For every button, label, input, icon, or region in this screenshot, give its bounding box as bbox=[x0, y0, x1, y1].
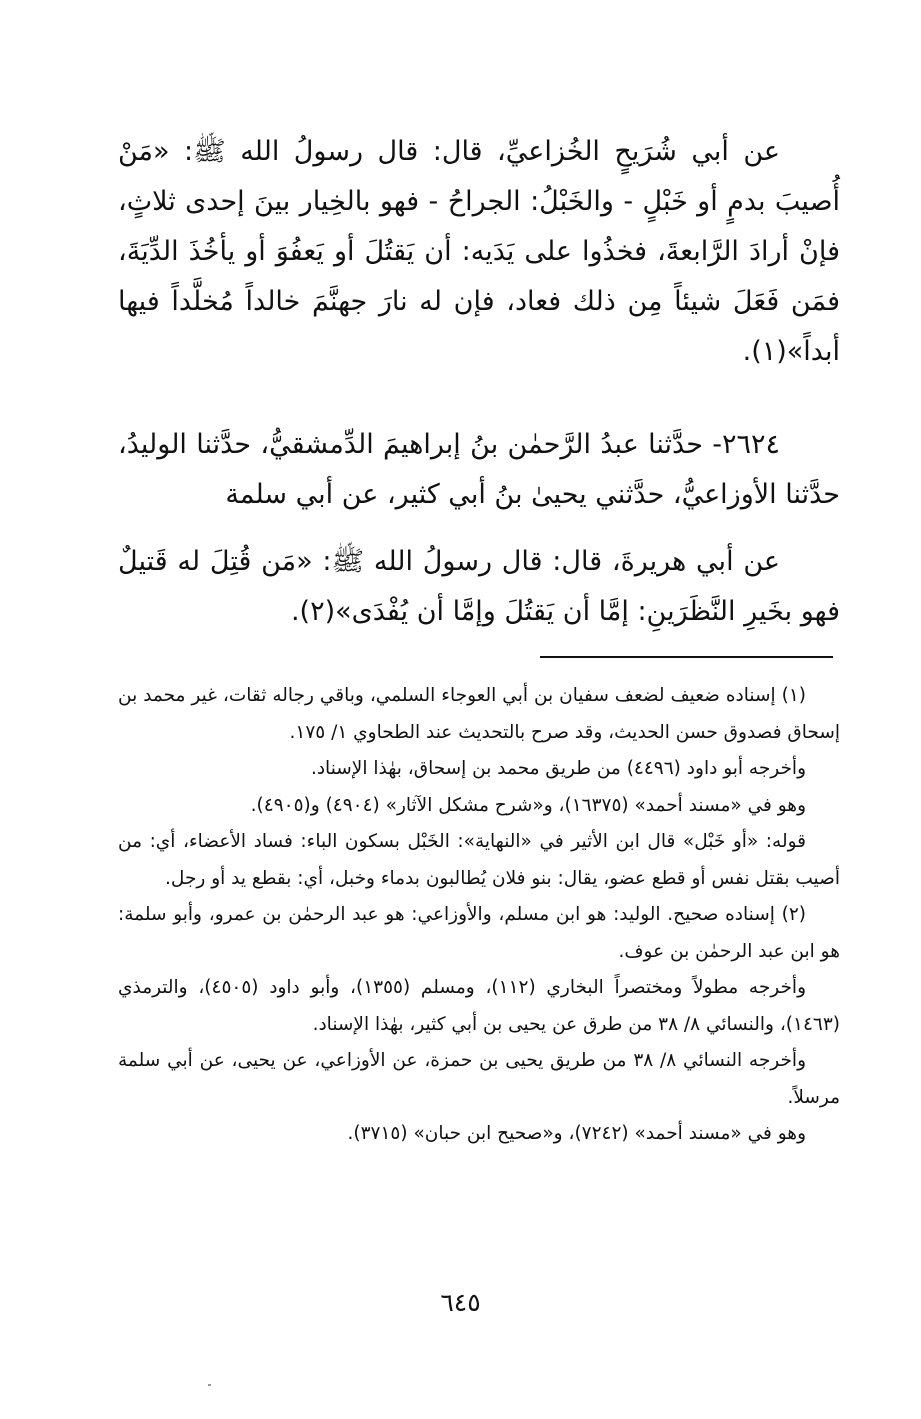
footnote-1-takhrij: وأخرجه أبو داود (٤٤٩٦) من طريق محمد بن إسحاق، بهٰذا الإسناد. bbox=[310, 758, 806, 779]
footnote-2-mursal: وأخرجه النسائي ٨/ ٣٨ من طريق يحيى بن حمزة، عن الأوزاعي، عن يحيى، عن أبي سلمة مرسلاً. bbox=[118, 1050, 840, 1108]
footnote-separator bbox=[540, 656, 833, 658]
print-speck bbox=[208, 1384, 211, 1386]
footnotes-section bbox=[118, 678, 840, 1153]
footnote-2-grading: (٢) إسناده صحيح. الوليد: هو ابن مسلم، والأوزاعي: هو عبد الرحمٰن بن عمرو، وأبو سلمة: هو ابن عبد الرحمٰن بن عوف. bbox=[118, 904, 840, 962]
hadith-text-2624-chain: ٢٦٢٤- حدَّثنا عبدُ الرَّحمٰن بنُ إبراهيمَ الدِّمشقيُّ، حدَّثنا الوليدُ، حدَّثنا الأوزاعيُّ، حدَّثني يحيىٰ بنُ أبي كثير، عن أبي سلمة bbox=[118, 429, 840, 510]
footnote-2-references: وهو في «مسند أحمد» (٧٢٤٢)، و«صحيح ابن حبان» (٣٧١٥). bbox=[347, 1123, 806, 1144]
footnote-2-takhrij: وأخرجه مطولاً ومختصراً البخاري (١١٢)، ومسلم (١٣٥٥)، وأبو داود (٤٥٠٥)، والترمذي (١٤٦٣)، والنسائي ٨/ ٣٨ من طرق عن يحيى بن أبي كثير، بهٰذا الإسناد. bbox=[118, 977, 840, 1035]
page-number: ٦٤٥ bbox=[440, 1288, 481, 1317]
footnote-1-grading: (١) إسناده ضعيف لضعف سفيان بن أبي العوجاء السلمي، وباقي رجاله ثقات، غير محمد بن إسحاق فصدوق حسن الحديث، وقد صرح بالتحديث عند الطحاوي ١/ ١٧٥. bbox=[118, 685, 840, 743]
hadith-text-2624-matn: عن أبي هريرةَ، قال: قال رسولُ الله ﷺ: «مَن قُتِلَ له قَتيلٌ فهو بخَيرِ النَّظَرَينِ: إمَّا أن يَقتُلَ وإمَّا أن يُفْدَى»(٢). bbox=[118, 546, 840, 627]
footnote-1-gloss: قوله: «أو خَبْل» قال ابن الأثير في «النهاية»: الخَبْل بسكون الباء: فساد الأعضاء، أي: من أصيب بقتل نفس أو قطع عضو، يقال: بنو فلان يُطالبون بدماء وخبل، أي: بقطع يد أو رجل. bbox=[118, 831, 840, 889]
footnote-1-references: وهو في «مسند أحمد» (١٦٣٧٥)، و«شرح مشكل الآثار» (٤٩٠٤) و(٤٩٠٥). bbox=[250, 794, 806, 816]
hadith-text-1: عن أبي شُرَيحٍ الخُزاعيِّ، قال: قال رسولُ الله ﷺ: «مَنْ أُصيبَ بدمٍ أو خَبْلٍ - والخَبْلُ: الجراحُ - فهو بالخِيار بينَ إحدى ثلاثٍ، فإنْ أرادَ الرَّابعةَ، فخذُوا على يَدَيه: أن يَقتُلَ أو يَعفُوَ أو يأخُذَ الدِّيَةَ، فمَن فَعَلَ شيئاً مِن ذلك فعاد، فإن له نارَ جهنَّمَ خالداً مُخلَّداً فيها أبداً»(١). bbox=[118, 136, 840, 367]
